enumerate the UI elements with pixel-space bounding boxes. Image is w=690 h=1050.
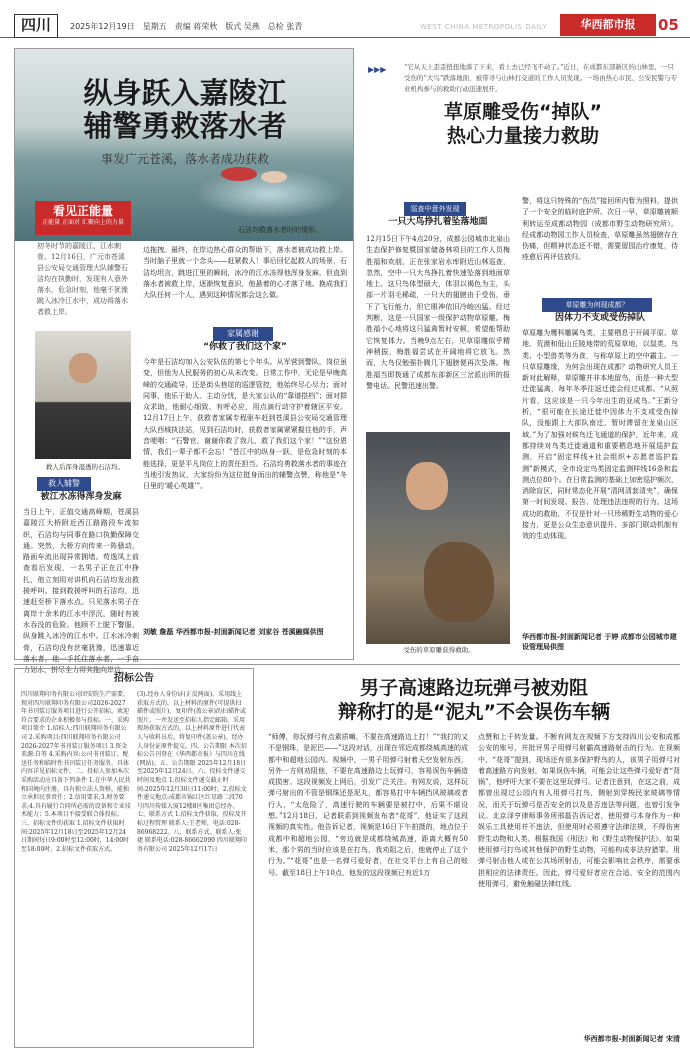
tender-notice	[14, 668, 254, 1048]
story-intro-eagle: “它从天上歪歪扭扭地落了下来，看上去已经飞不动了。”近日，在成都东部新区的山林里，一只受伤的“大鸟”跌落地面，被带寻与山林打交道的工作人员发现。一场由热心市民、公安民警与专业机构参与的救助行动迅速展开。	[404, 63, 678, 93]
officer-head	[69, 353, 97, 383]
body-column-2b: 今年是石洁均加入公安队伍的第七个年头。从军营到警队，岗位虽变，但他为人民服务的初心从未改变。日常工作中，无论是早晚高峰的交通疏导，还是街头巷尾的巡逻管控，他始终尽心尽力；面对同事，他乐于助人、主动分忧，是大家公认的“靠谱搭档”；面对群众求助，他耐心细致、有呼必应，用点滴行动守护着辖区平安。12月17日上午，获救者家属专程驱车赶到苍溪县公安局交通管理大队西城执法站，见到石洁均时，获救者家属紧紧握住他的手，声音哽咽：“石警官，谢谢你救了我儿，救了我们这个家！”“这份恩情，我们一辈子都不会忘！”苍江中的纵身一跃，是危急时刻的本能选择，更是平凡岗位上的责任担当。石洁均勇救落水者的事迹在当地引发热议，大家纷纷为这位挺身而出的辅警点赞，称他是“冬日里的‘暖心英雄’”。	[143, 358, 347, 491]
header-english: WEST CHINA METROPOLIS DAILY	[420, 23, 548, 31]
tender-column-1: 四川联翔印务有限公司团安院生产需要，现对四川联翔印务有限公司2026-2027年书刊装订服务项目进行公开招标，欢迎符合要求的企业积极参与投标。一、采购项目简介 1.招标人:四川联翔印务有限公司 2.采购项目:四川联翔印务有限公司2026-2027年书刊装订服务项目 3.资金来源:自筹 4.采购内容:公司书刊装订、配送任务和临时性书刊装订任务服务，具体内容详见招标文件。二、投标人参加本次采购活动应具备下列条件 1.在中华人民共和国境内注册，具有独立法人资格，能独立承担民事责任；2.信用要求;3.财务要求;4.具有履行合同所必需的设备和专业技术能力；5.本项目不接受联合体投标。三、招标文件的获取 1.招标文件获取时间:2025年12月18日至2025年12月24日期间每日9:00时至12:00时，14:00时至18:00时。2.招标文件获取方式。	[21, 691, 131, 853]
logo-subtitle: 正能量 正面对 汇聚向上的力量	[42, 219, 124, 226]
subhead-label-why: 草原雕为何现成都？	[542, 298, 652, 312]
body-column-slingshot-2: 点赞和上千转发量。不断有网友在视频下方支持四川公安和成都公安的账号，并批评男子用弹弓射霸高速路射击的行为。在视频中，“花哥”提到，现场还有很多保护野鸟的人，该男子用弹弓对着高速路方向发射，如果误伤车辆，可能会让这些弹弓爱好者“背锅”，他呼吁大家不要在这里玩弹弓。记者注意到，在这之前，成都曾出现过公园内有人用弹弓打鸟，侧射到穿梭民家玻璃等情况，而关于玩弹弓是否安全的以及是否违法等问题，也曾引发争议。北京泽亨律师事务所邢磊告诉记者，使用弹弓本身作为一种娱乐工具使用并不违法，但使用时必须遵守法律法规，不得伤害野生动物和人类。根据我国《刑法》和《野生动物保护法》，如果使用弹弓打鸟或其他保护的野生动物，可能构成非法狩猎罪。用弹弓射击他人或在公共场所射击，可能会影响社会秩序，需要承担相应的法律责任。因此，弹弓爱好者应在合适、安全的范围内使用弹弓，避免触碰法律红线。	[478, 733, 680, 888]
page-number: 05	[658, 16, 679, 34]
tender-title: 招标公告	[114, 673, 154, 684]
subhead-title-family: “你救了我们这个家”	[203, 342, 287, 352]
story-title-slingshot	[268, 676, 680, 724]
tender-column-2: (3).经办人身份证(正反两面)。采用线上获取方式的，以上材料的原件(可提供扫描件或照片)、复印件(盖公章)的扫描件或照片，一并发送至招标人指定邮箱。采用现场获取方式的，以上材料原件进行代表人与收料员后，将复印件(盖公章)、经办人身份证原件提交。四、公告期限 本次招标公告刊登在《华西都市报》与四川在线(网站)。五、公告期限 2025年12月18日至2025年12月24日。六、投标文件递交时间及地点 1.投标文件递交截止时间:2025年12月30日11:00时。2.投标文件递交地点:成都市锦江区红星路二段70号四川传媒大厦12楼8区集团总经办。七、联系方式 1.招标文件获取、投标及开标过程管理 联系人:王老师，电话:028-86968222。八、联系方式。联系人:张捷 联系电话:028-86662099 四川联翔印务有限公司 2025年12月17日	[137, 691, 247, 853]
body-column-eagle-1: 12月15日下午4点20分，成都公园城市北泉山生态保护修复暨国家储备林项目的工作人员梅胜福和欢朋，正在张家岩水库附近山林巡查，忽然，空中一只大鸟挣扎着快速坠落到地面草地上。这只鸟体型硕大，体羽以褐色为主，头部一片羽毛稀疏，一只大的翅膀由于受伤，垂下了飞行能力，但它眼神依旧冷峻凶猛。经过判断，这是一只国家一级保护动物草原雕。梅胜福小心地将这只猛禽暂时安顿，希望能帮助它恢复体力。当晚9点左右，见草原雕似乎精神稍振，梅胜福尝试在开阔地将它放飞。然而，大鸟仅勉强扑腾几下翅膀便再次坠落。梅胜福当即拨通了成都东部新区三岔派出所的报警电话。民警迅速出警。	[366, 235, 510, 390]
divider	[14, 664, 680, 665]
body-column-1: 当日上午，正值交通高峰期，苍溪县嘉陵江大桥附近西江路路段车流如织，石洁均与同事在路口执勤保障交通。突然，大桥方向传来一阵骚动，路面车流出现异常拥堵。苟逸凤上前查看后发现，一名男子正在江中挣扎，他立刻用对讲机向石洁均发出救援呼叫。接到救援呼叫的石洁均，迅速赶至桥下落水点。只见落水男子在离岸十余米的江水中浮沉，随时有被水吞没的危险。他顾不上脱下警服，纵身跳入冰冷的江水中。江水冰冷刺骨，石洁均没有丝毫犹豫，迅速靠近落水者，他一手托住落水者，一手奋力划水，拼尽全力将其拖向岸边。	[23, 508, 139, 675]
title-line-2: 辩称打的是“泥丸”不会误伤车辆	[338, 701, 610, 723]
eagle-figure	[424, 542, 494, 622]
story-title	[35, 77, 335, 143]
title-line-1: 男子高速路边玩弹弓被劝阻	[359, 677, 588, 699]
person-head	[406, 462, 448, 510]
officer-photo-caption: 救人后浑身湿透的石洁均。	[46, 463, 124, 471]
logo-title: 看见正能量	[52, 204, 113, 218]
body-column-eagle-2a: 警，将这只特殊的“伤员”接回所内暂为照料，提供了一个安全的临时庇护所。次日一早，草原雕被顺利转运至成都动物园（成都市野生动物研究所）。经成都动物园工作人员检查，草原雕虽然翅膀存在伤痛，但精神状态还不错，需要留园治疗康复，待痊愈后再评估放归。	[522, 197, 678, 262]
title-line-1: 草原雕受伤“掉队”	[444, 101, 602, 123]
byline: 刘敏 詹磊 华西都市报-封面新闻记者 刘家谷 苍溪融媒供图	[143, 628, 324, 636]
photo-caption: 石洁均救落水者时的情形。	[238, 226, 322, 234]
body-column-2a: 边拖拽。最终，在岸边热心群众的帮助下，落水者被成功救上岸。当时脑子里就一个念头——赶紧救人！事后回忆起救人的场景，石洁均坦言，跳进江里的瞬间，冰冷的江水冻得他浑身发麻，但直到落水者被救上岸，逐渐恢复意识，他悬着的心才落了地。换成我们大队任何一个人，遇到这种情况都会这么做。	[143, 246, 347, 300]
title-line-2: 辅警勇救落水者	[83, 109, 287, 143]
arrow-icon: ▶▶▶	[368, 65, 387, 74]
body-column-eagle-2b: 草原雕为鹰科雕属鸟类，主要栖息于开阔平原、草地、荒漠和低山丘陵地带的荒原草地，以鼠类、鸟类、小型兽类等为食，与称草原上的空中霸主。一只草原雕缘，为何会出现在成都？动物研究人员王新对此解释，草原雕并非本地留鸟，而是一种大型迁徙猛禽，每年冬季往返迁徙会经过成都。“从照片看，这应该是一只今年出生的亚成鸟。”王新分析，“很可能在长途迁徙中因体力不支或受伤掉队，没能跟上大部队南迁，暂时滞留在龙泉山区域。”为了加强对候鸟迁飞通道的保护，近年来，成都持续对鸟类迁徙通道和重要栖息地开展巡护监测，开启“固定样线+社会组织+志愿者巡护监测”新模式，全市设定鸟类固定监测样线16条和监测点位80个。在日常监测的基础上加密巡护频次，消除盲区，同时常态化开展“清网清套清夹”，确保第一时间发现、报告、处理违法违规的行为。这场成功的救助，不仅是针对一只珍稀野生动物的爱心接力，更是公众生态意识提升、多部门联动机制有效的生动体现。	[522, 329, 678, 541]
eagle-photo	[366, 432, 510, 644]
rescuer-figure	[221, 167, 257, 181]
story-title-eagle	[378, 100, 668, 148]
body-column-slingshot-1: “师傅，你玩弹弓有点素质嘛，不要在高速路边上打！”“我打的又不是钢珠，是泥巴——”这段对话，出现在邻近成都绕城高速的成都中和超地公园内。视频中，一男子用弹弓射着天空发射东西，另外一方则劝阻他，不要在高速路边上玩弹弓，容易误伤车辆造成损害。这段视频发上网后，引发广泛关注。有网友说，这样玩弹弓射出的不管是钢珠还是泥丸，都容易打中车辆挡风玻璃或者行人，“太危险了，高速行驶的车辆要是被打中，后果不堪设想。”12月18日，记者联系到视频发布者“花哥”，他证实了这段视频的真实性。他告诉记者，视频是16日下午拍摄的，地点位于成都中和超地公园，“旁边就是成都绕城高速，距离大概有50米，那个男的当时应该是在打鸟，我劝阻之后，他就停止了这个行为。”“花哥”也是一名弹弓爱好者，在社交平台上有自己的账号。截至18日上午10点，他发的这段视频已有近1万	[268, 733, 468, 877]
byline-eagle: 华西都市报-封面新闻记者 于婷 成都市公园城市建设管理局供图	[522, 633, 677, 651]
story-subtitle: 事发广元苍溪，落水者成功获救	[100, 152, 269, 166]
subhead-label-found: 巡查中意外发现	[404, 202, 466, 216]
subhead-title-why: 因体力不支或受伤掉队	[554, 313, 645, 323]
officer-photo	[35, 331, 131, 459]
title-line-1: 纵身跃入嘉陵江	[83, 76, 287, 110]
victim-figure	[261, 171, 287, 183]
title-line-2: 热心力量接力救助	[446, 125, 599, 147]
story-intro: 初冬时节的嘉陵江，江水刺骨。12月16日，广元市苍溪县公安局交通管理大队辅警石洁均在执勤时，发现有人意外落水，危急时刻，他毫不犹豫跳入冰冷江水中，成功将落水者救上岸。	[37, 242, 128, 316]
subhead-label-family: 家属感谢	[213, 327, 273, 341]
subhead-title-rescuer: 被江水冻得浑身发麻	[40, 492, 122, 502]
brand-logo: 华西都市报	[560, 14, 656, 36]
subhead-title-found: 一只大鸟挣扎着坠落地面	[388, 217, 488, 227]
section-label: 四川	[14, 14, 58, 38]
header-meta: 2025年12月19日 星期五 责编 蒋荣秋 版式 吴燕 总检 张青	[70, 22, 303, 31]
byline-slingshot: 华西都市报-封面新闻记者 宋清	[583, 1035, 680, 1043]
eagle-photo-caption: 受伤的草原雕获得救助。	[403, 646, 475, 654]
subhead-label-rescuer: 救人辅警	[37, 477, 91, 491]
positive-energy-logo	[35, 201, 131, 235]
story-rescue-river	[14, 48, 354, 675]
